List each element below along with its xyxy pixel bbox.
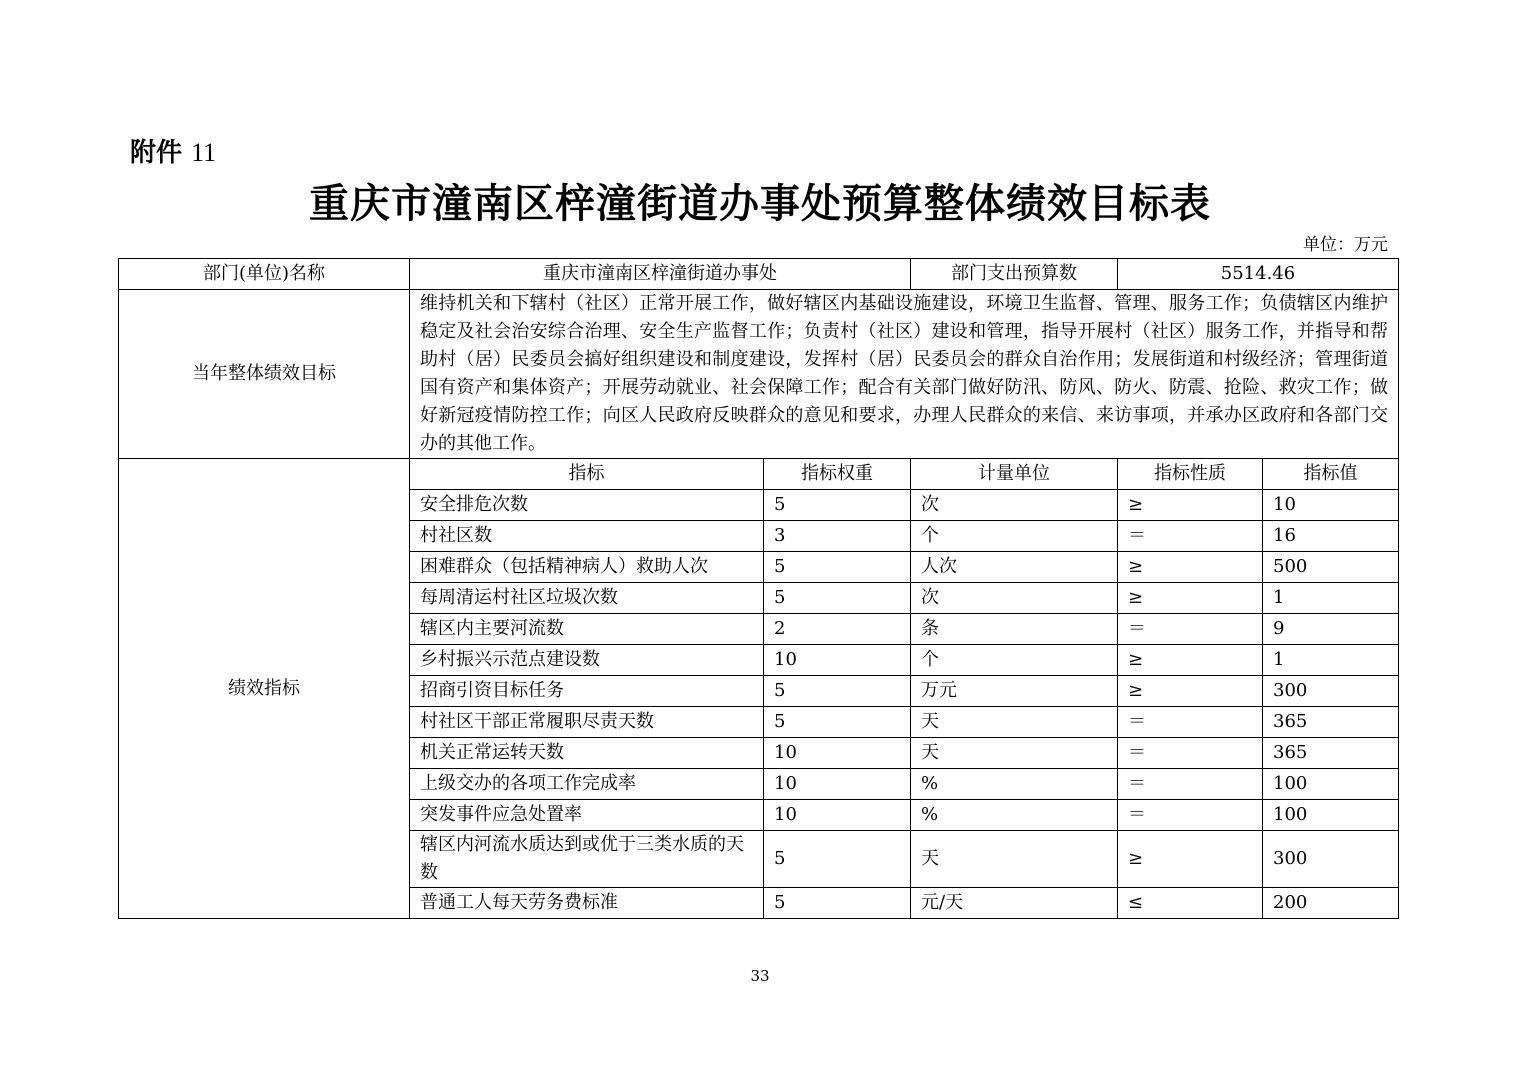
indicator-nature: ＝ — [1118, 614, 1263, 645]
header-indicator: 指标 — [410, 459, 764, 490]
indicator-nature: ＝ — [1118, 769, 1263, 800]
budget-value: 5514.46 — [1118, 259, 1399, 290]
indicator-nature: ≥ — [1118, 552, 1263, 583]
indicator-unit: 天 — [911, 707, 1118, 738]
indicator-value: 365 — [1263, 738, 1399, 769]
indicator-unit: 元/天 — [911, 888, 1118, 919]
performance-table — [118, 258, 1399, 919]
indicator-weight: 10 — [764, 769, 911, 800]
indicator-weight: 5 — [764, 583, 911, 614]
attachment-label — [130, 132, 216, 169]
goal-row — [119, 290, 1399, 459]
indicator-weight: 2 — [764, 614, 911, 645]
indicator-name: 招商引资目标任务 — [410, 676, 764, 707]
indicator-nature: ≤ — [1118, 888, 1263, 919]
page-number: 33 — [750, 967, 770, 985]
indicator-nature: ＝ — [1118, 738, 1263, 769]
indicator-unit: % — [911, 800, 1118, 831]
indicator-value: 200 — [1263, 888, 1399, 919]
indicator-nature: ≥ — [1118, 676, 1263, 707]
dept-name-label: 部门(单位)名称 — [119, 259, 410, 290]
indicator-weight: 5 — [764, 888, 911, 919]
indicator-unit: 天 — [911, 738, 1118, 769]
indicator-value: 1 — [1263, 645, 1399, 676]
indicator-name: 突发事件应急处置率 — [410, 800, 764, 831]
indicator-unit: % — [911, 769, 1118, 800]
indicator-unit: 万元 — [911, 676, 1118, 707]
indicator-name: 乡村振兴示范点建设数 — [410, 645, 764, 676]
indicator-value: 300 — [1263, 831, 1399, 888]
indicator-unit: 次 — [911, 583, 1118, 614]
indicator-weight: 5 — [764, 490, 911, 521]
indicator-name: 辖区内主要河流数 — [410, 614, 764, 645]
indicator-unit: 次 — [911, 490, 1118, 521]
indicator-unit: 个 — [911, 645, 1118, 676]
indicator-weight: 10 — [764, 800, 911, 831]
indicator-name: 上级交办的各项工作完成率 — [410, 769, 764, 800]
indicator-header-row — [119, 459, 1399, 490]
header-nature: 指标性质 — [1118, 459, 1263, 490]
budget-label: 部门支出预算数 — [911, 259, 1118, 290]
indicator-nature: ＝ — [1118, 800, 1263, 831]
dept-name-value: 重庆市潼南区梓潼街道办事处 — [410, 259, 911, 290]
indicator-name: 村社区干部正常履职尽责天数 — [410, 707, 764, 738]
indicators-label: 绩效指标 — [119, 459, 410, 919]
indicator-name: 安全排危次数 — [410, 490, 764, 521]
indicator-weight: 3 — [764, 521, 911, 552]
indicator-name: 辖区内河流水质达到或优于三类水质的天数 — [410, 831, 764, 888]
indicator-value: 16 — [1263, 521, 1399, 552]
indicator-weight: 10 — [764, 738, 911, 769]
indicator-value: 100 — [1263, 800, 1399, 831]
indicator-name: 村社区数 — [410, 521, 764, 552]
indicator-unit: 天 — [911, 831, 1118, 888]
indicator-value: 500 — [1263, 552, 1399, 583]
indicator-name: 普通工人每天劳务费标准 — [410, 888, 764, 919]
indicator-value: 1 — [1263, 583, 1399, 614]
indicator-weight: 5 — [764, 552, 911, 583]
indicator-name: 机关正常运转天数 — [410, 738, 764, 769]
header-unit: 计量单位 — [911, 459, 1118, 490]
indicator-weight: 5 — [764, 676, 911, 707]
indicator-value: 9 — [1263, 614, 1399, 645]
indicator-nature: ≥ — [1118, 831, 1263, 888]
indicator-nature: ≥ — [1118, 645, 1263, 676]
header-weight: 指标权重 — [764, 459, 911, 490]
dept-row — [119, 259, 1399, 290]
indicator-value: 100 — [1263, 769, 1399, 800]
indicator-value: 365 — [1263, 707, 1399, 738]
indicator-nature: ＝ — [1118, 521, 1263, 552]
header-value: 指标值 — [1263, 459, 1399, 490]
indicator-name: 困难群众（包括精神病人）救助人次 — [410, 552, 764, 583]
indicator-nature: ≥ — [1118, 583, 1263, 614]
indicator-nature: ＝ — [1118, 707, 1263, 738]
goal-text: 维持机关和下辖村（社区）正常开展工作，做好辖区内基础设施建设，环境卫生监督、管理、服务工作；负债辖区内维护稳定及社会治安综合治理、安全生产监督工作；负责村（社区）建设和管理，指导开展村（社区）服务工作，并指导和帮助村（居）民委员会搞好组织建设和制度建设，发挥村（居）民委员会的群众自治作用；发展街道和村级经济；管理街道国有资产和集体资产；开展劳动就业、社会保障工作；配合有关部门做好防汛、防风、防火、防震、抢险、救灾工作；做好新冠疫情防控工作；向区人民政府反映群众的意见和要求，办理人民群众的来信、来访事项，并承办区政府和各部门交办的其他工作。 — [410, 290, 1399, 459]
indicator-value: 300 — [1263, 676, 1399, 707]
attachment-number: 11 — [191, 138, 217, 167]
attachment-word: 附件 — [130, 138, 183, 168]
indicator-weight: 5 — [764, 707, 911, 738]
indicator-nature: ≥ — [1118, 490, 1263, 521]
indicator-weight: 5 — [764, 831, 911, 888]
indicator-name: 每周清运村社区垃圾次数 — [410, 583, 764, 614]
indicator-value: 10 — [1263, 490, 1399, 521]
indicator-weight: 10 — [764, 645, 911, 676]
unit-note: 单位：万元 — [1303, 235, 1388, 255]
page-title: 重庆市潼南区梓潼街道办事处预算整体绩效目标表 — [309, 180, 1211, 227]
goal-label: 当年整体绩效目标 — [119, 290, 410, 459]
indicator-unit: 条 — [911, 614, 1118, 645]
indicator-unit: 人次 — [911, 552, 1118, 583]
indicator-unit: 个 — [911, 521, 1118, 552]
